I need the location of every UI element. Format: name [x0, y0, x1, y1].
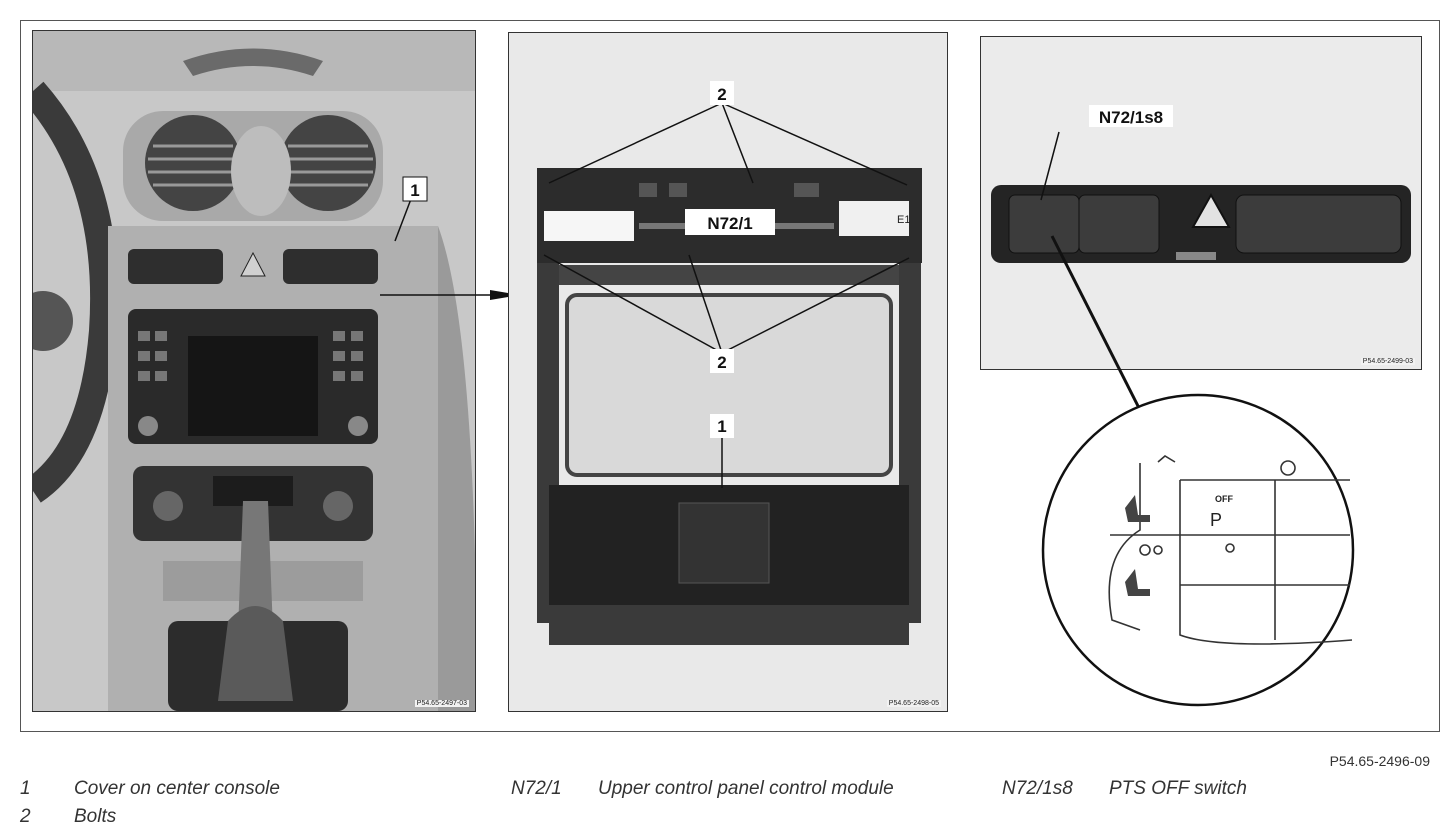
- legend-item-1: [20, 778, 440, 802]
- photo-ref-right: P54.65-2499-03: [1362, 358, 1413, 365]
- legend-text: PTS OFF switch: [1109, 778, 1247, 799]
- legend-item-2: [20, 806, 440, 830]
- legend-text: Bolts: [74, 806, 117, 827]
- detail-pts-symbol: P: [1210, 510, 1223, 530]
- center-console-illustration: [33, 31, 476, 712]
- legend-key: 2: [20, 806, 31, 827]
- legend-key: N72/1s8: [1002, 778, 1073, 799]
- legend-item-n72-1s8: [1002, 778, 1422, 802]
- connector-line-1: [380, 285, 510, 305]
- callout-n72-1s8: N72/1s8: [1098, 108, 1164, 127]
- photo-ref-left: P54.65-2497-03: [416, 700, 467, 707]
- callout-2-bottom: 2: [717, 353, 727, 372]
- legend-item-n72-1: [511, 778, 971, 802]
- label-e1: E1: [897, 214, 911, 226]
- callout-1-left: 1: [410, 181, 420, 200]
- photo-center-console: [32, 30, 476, 712]
- photo-removed-cover: [508, 32, 948, 712]
- callout-1-middle: 1: [717, 417, 727, 436]
- legend-key: N72/1: [511, 778, 562, 799]
- legend-text: Upper control panel control module: [598, 778, 894, 799]
- detail-off-label: OFF: [1215, 494, 1233, 504]
- legend-text: Cover on center console: [74, 778, 280, 799]
- photo-ref-middle: P54.65-2498-05: [888, 700, 939, 707]
- detail-zoom: [1040, 230, 1420, 710]
- removed-cover-illustration: [509, 33, 948, 712]
- legend-key: 1: [20, 778, 31, 799]
- figure-reference: P54.65-2496-09: [1329, 753, 1430, 769]
- callout-n72-1: N72/1: [707, 214, 753, 233]
- callout-2-top: 2: [717, 85, 727, 104]
